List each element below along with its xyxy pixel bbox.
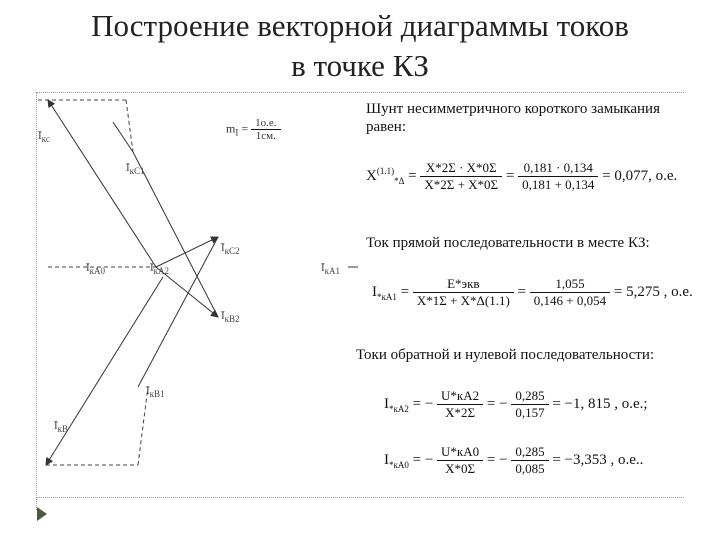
label-ikb2: $Ī_{кВ2}$ xyxy=(221,310,240,325)
formula-positive-seq: $I_{*кА1}$ = $\frac{\text{E*экв}}{X*1\Sigma + X*\Delta(1.1)}$ = $\frac{1,055}{0,146 + 0,054}$ = 5,275 , о.е. xyxy=(372,276,693,308)
dashed-line-top-diag xyxy=(126,100,133,152)
vector-ikc1 xyxy=(133,152,218,317)
left-divider xyxy=(36,92,37,510)
vector-ikb1 xyxy=(138,237,218,387)
vector-ikc1-tail xyxy=(113,122,133,152)
label-ikc2: $Ī_{кС2}$ xyxy=(221,242,240,257)
title-line-1: Построение векторной диаграммы токов xyxy=(91,8,629,43)
vector-diagram-svg xyxy=(38,92,358,502)
page-title xyxy=(0,6,720,86)
scale-note: $m_I$ = $\frac{1о.е.}{1см.}$ xyxy=(226,117,281,142)
formula-shunt: $X^{(1.1)}_{*\Delta}$ = $\frac{X*2\Sigma \cdot X*0\Sigma}{X*2\Sigma + X*0\Sigma}$ = $\frac{0,181 \cdot 0,134}{0,181 + 0,134}$ = 0,077, о.е. xyxy=(366,160,678,192)
neg-zero-seq-intro: Токи обратной и нулевой последовательности: xyxy=(356,347,655,363)
positive-seq-intro: Ток прямой последовательности в месте КЗ: xyxy=(366,235,650,251)
vector-diagram xyxy=(38,92,358,502)
formula-negative-seq: $I_{*кА2}$ = − $\frac{U*кА2}{X*2\Sigma}$ = − $\frac{0,285}{0,157}$ = −1, 815 , о.е.; xyxy=(384,388,648,420)
vector-ikb xyxy=(46,277,163,465)
label-ikc1: $Ī_{кС1}$ xyxy=(126,162,145,177)
label-ika0: $Ī_{кА0}$ xyxy=(86,262,106,277)
label-ika2: $Ī_{кА2}$ xyxy=(150,262,170,277)
title-line-2: в точке КЗ xyxy=(291,48,429,83)
label-ikb1: $Ī_{кВ1}$ xyxy=(146,385,165,400)
formula-zero-seq: $I_{*кА0}$ = − $\frac{U*кА0}{X*0\Sigma}$ = − $\frac{0,285}{0,085}$ = −3,353 , о.е.. xyxy=(384,444,644,476)
label-ika1: $Ī_{кА1}$ xyxy=(321,262,341,277)
label-ic: $Ī_{кс}$ xyxy=(38,130,50,145)
label-ikb: $Ī_{кВ}$ xyxy=(54,420,69,435)
slide-arrow-icon xyxy=(36,506,48,522)
vector-ic xyxy=(48,100,156,267)
shunt-intro: Шунт несимметричного короткого замыкания равен: xyxy=(366,101,660,135)
